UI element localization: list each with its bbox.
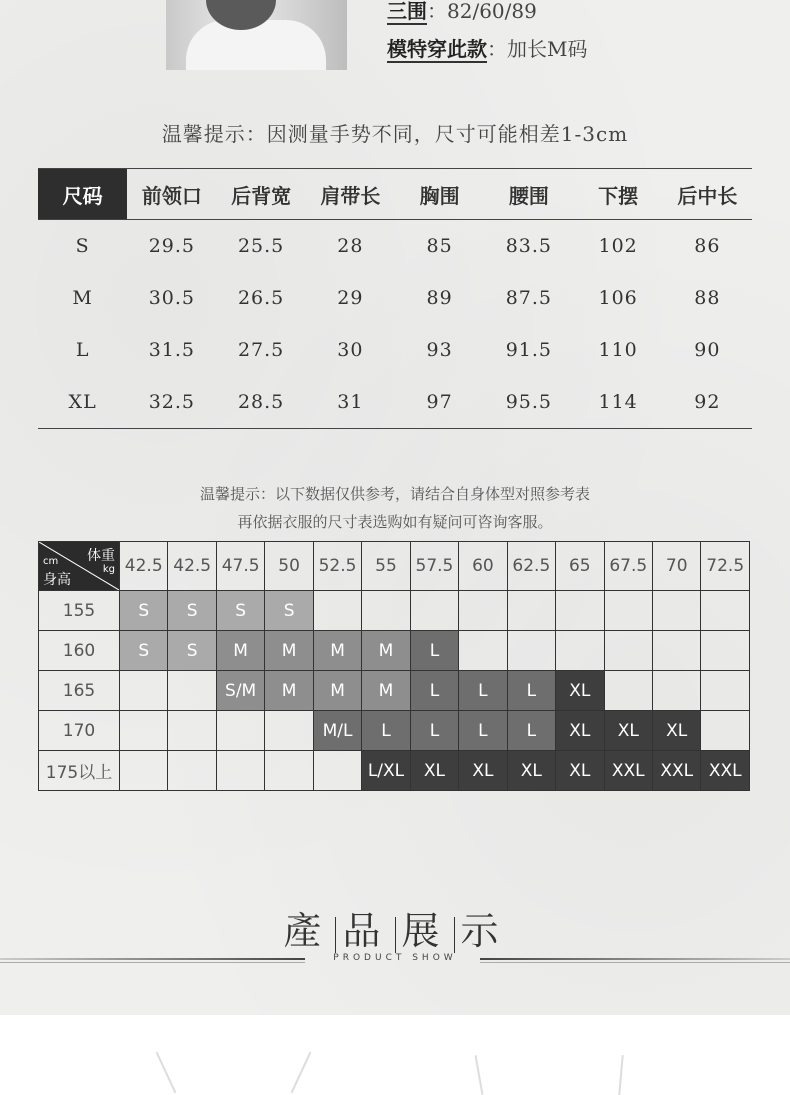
garment-strap xyxy=(156,1052,177,1094)
grid-cell: XL xyxy=(507,751,555,791)
table-cell: 102 xyxy=(598,235,638,257)
grid-cell xyxy=(652,591,700,631)
table-cell: 27.5 xyxy=(237,339,285,361)
height-label: 155 xyxy=(39,591,120,631)
grid-row xyxy=(39,631,750,671)
section-char: 產 xyxy=(283,909,330,953)
table-cell: 106 xyxy=(598,287,638,309)
weight-header: 72.5 xyxy=(701,542,750,591)
size-label: L xyxy=(75,339,90,361)
section-char: 展 xyxy=(401,909,448,953)
grid-cell xyxy=(604,671,652,711)
grid-cell xyxy=(556,631,604,671)
grid-cell: L xyxy=(410,671,458,711)
grid-cell: M xyxy=(313,671,361,711)
grid-cell: S xyxy=(216,591,264,631)
column-header: 后背宽 xyxy=(217,169,306,220)
grid-cell: L xyxy=(507,711,555,751)
grid-cell: L xyxy=(362,711,410,751)
grid-cell: XL xyxy=(556,671,604,711)
weight-header: 42.5 xyxy=(120,542,168,591)
grid-cell xyxy=(168,751,216,791)
table-row xyxy=(38,376,752,429)
table-row xyxy=(38,220,752,273)
grid-cell: M xyxy=(265,631,313,671)
grid-cell xyxy=(556,591,604,631)
model-wearing: 模特穿此款：加长M码 xyxy=(387,37,588,61)
grid-cell: M xyxy=(362,671,410,711)
grid-cell: XXL xyxy=(604,751,652,791)
grid-cell: S xyxy=(168,591,216,631)
grid-cell: M xyxy=(216,631,264,671)
grid-cell xyxy=(313,591,361,631)
grid-header-row xyxy=(39,542,750,591)
grid-cell: L xyxy=(410,711,458,751)
height-label: 175以上 xyxy=(39,751,120,791)
corner-weight: 体重 xyxy=(87,548,115,564)
grid-cell: S/M xyxy=(216,671,264,711)
table-cell: 86 xyxy=(694,235,721,257)
garment-strap xyxy=(475,1055,484,1095)
model-measurements: 三围：82/60/89 xyxy=(387,0,537,23)
grid-cell xyxy=(701,711,750,751)
table-cell: 88 xyxy=(694,287,721,309)
grid-cell xyxy=(507,631,555,671)
grid-cell xyxy=(216,751,264,791)
grid-cell: XL xyxy=(410,751,458,791)
weight-header: 52.5 xyxy=(313,542,361,591)
grid-cell xyxy=(652,671,700,711)
table-cell: 29 xyxy=(337,287,364,309)
weight-header: 62.5 xyxy=(507,542,555,591)
section-title xyxy=(0,900,790,955)
grid-cell xyxy=(701,631,750,671)
table-row xyxy=(38,272,752,324)
grid-cell: S xyxy=(168,631,216,671)
column-header: 胸围 xyxy=(395,169,484,220)
weight-header: 70 xyxy=(652,542,700,591)
wearing-value: 加长M码 xyxy=(507,37,588,61)
grid-row xyxy=(39,751,750,791)
table-cell: 31 xyxy=(306,376,395,429)
table-cell: 29.5 xyxy=(148,235,196,257)
grid-cell: XXL xyxy=(701,751,750,791)
grid-cell: S xyxy=(265,591,313,631)
reference-tip-line2: 再依据衣服的尺寸表选购如有疑问可咨询客服。 xyxy=(237,513,553,531)
column-header: 腰围 xyxy=(484,169,573,220)
height-label: 160 xyxy=(39,631,120,671)
grid-cell xyxy=(265,711,313,751)
size-column-header: 尺码 xyxy=(38,169,127,220)
grid-cell xyxy=(604,591,652,631)
grid-cell: XL xyxy=(556,751,604,791)
table-cell: 30 xyxy=(337,339,364,361)
weight-header: 42.5 xyxy=(168,542,216,591)
wearing-label: 模特穿此款 xyxy=(387,37,487,61)
table-cell: 26.5 xyxy=(237,287,285,309)
grid-cell: L/XL xyxy=(362,751,410,791)
table-cell: 91.5 xyxy=(505,339,553,361)
size-table xyxy=(38,168,752,429)
grid-cell xyxy=(120,751,168,791)
size-label: XL xyxy=(38,376,127,429)
grid-cell: L xyxy=(459,711,507,751)
table-cell: 31.5 xyxy=(148,339,196,361)
table-cell: 89 xyxy=(426,287,453,309)
table-cell: 28.5 xyxy=(217,376,306,429)
grid-cell: S xyxy=(120,631,168,671)
weight-header: 50 xyxy=(265,542,313,591)
grid-cell: L xyxy=(410,631,458,671)
corner-height-unit: cm xyxy=(43,556,59,567)
grid-cell: XXL xyxy=(652,751,700,791)
grid-cell xyxy=(652,631,700,671)
size-recommendation-grid xyxy=(38,541,750,791)
table-cell: 83.5 xyxy=(505,235,553,257)
column-header: 后中长 xyxy=(663,169,752,220)
section-subtitle: PRODUCT SHOW xyxy=(333,953,457,963)
weight-header: 65 xyxy=(556,542,604,591)
grid-cell xyxy=(701,591,750,631)
corner-height: 身高 xyxy=(43,572,71,588)
grid-cell: M/L xyxy=(313,711,361,751)
corner-weight-unit: kg xyxy=(102,564,115,575)
grid-cell: M xyxy=(362,631,410,671)
size-label: S xyxy=(75,235,90,257)
grid-cell xyxy=(265,751,313,791)
weight-header: 55 xyxy=(362,542,410,591)
grid-cell xyxy=(604,631,652,671)
grid-corner xyxy=(39,542,120,591)
table-cell: 93 xyxy=(426,339,453,361)
grid-cell xyxy=(168,711,216,751)
table-cell: 30.5 xyxy=(148,287,196,309)
grid-cell xyxy=(459,631,507,671)
height-label: 170 xyxy=(39,711,120,751)
grid-cell: XL xyxy=(652,711,700,751)
grid-cell xyxy=(313,751,361,791)
grid-cell xyxy=(216,711,264,751)
grid-cell xyxy=(507,591,555,631)
grid-cell: M xyxy=(265,671,313,711)
height-label: 165 xyxy=(39,671,120,711)
weight-header: 67.5 xyxy=(604,542,652,591)
weight-header: 57.5 xyxy=(410,542,458,591)
reference-tip-line1: 温馨提示：以下数据仅供参考，请结合自身体型对照参考表 xyxy=(199,485,590,503)
model-photo xyxy=(166,0,347,70)
grid-cell: XL xyxy=(459,751,507,791)
measure-label: 三围 xyxy=(387,0,427,23)
product-image-area xyxy=(0,1015,790,1095)
table-cell: 25.5 xyxy=(237,235,285,257)
garment-strap xyxy=(291,1052,312,1094)
table-cell: 92 xyxy=(663,376,752,429)
column-header: 肩带长 xyxy=(306,169,395,220)
measure-value: 82/60/89 xyxy=(447,0,537,23)
grid-cell xyxy=(168,671,216,711)
grid-cell: XL xyxy=(604,711,652,751)
grid-cell xyxy=(459,591,507,631)
grid-cell: XL xyxy=(556,711,604,751)
grid-cell: L xyxy=(507,671,555,711)
column-header: 前领口 xyxy=(127,169,216,220)
grid-row xyxy=(39,711,750,751)
column-header: 下摆 xyxy=(574,169,663,220)
measurement-tip: 温馨提示：因测量手势不同，尺寸可能相差1-3cm xyxy=(161,122,629,146)
size-label: M xyxy=(72,287,93,309)
grid-cell xyxy=(120,711,168,751)
grid-cell xyxy=(362,591,410,631)
grid-row xyxy=(39,591,750,631)
grid-cell xyxy=(410,591,458,631)
grid-cell: M xyxy=(313,631,361,671)
section-char: 示 xyxy=(460,909,507,953)
grid-cell xyxy=(701,671,750,711)
table-cell: 114 xyxy=(574,376,663,429)
table-cell: 87.5 xyxy=(505,287,553,309)
table-cell: 97 xyxy=(395,376,484,429)
table-cell: 90 xyxy=(694,339,721,361)
table-cell: 110 xyxy=(598,339,638,361)
table-cell: 85 xyxy=(426,235,453,257)
weight-header: 47.5 xyxy=(216,542,264,591)
grid-cell: S xyxy=(120,591,168,631)
table-row xyxy=(38,324,752,376)
garment-strap xyxy=(618,1055,623,1095)
table-cell: 95.5 xyxy=(484,376,573,429)
grid-row xyxy=(39,671,750,711)
section-char: 品 xyxy=(342,909,389,953)
weight-header: 60 xyxy=(459,542,507,591)
table-cell: 28 xyxy=(337,235,364,257)
grid-cell: L xyxy=(459,671,507,711)
grid-cell xyxy=(120,671,168,711)
table-cell: 32.5 xyxy=(127,376,216,429)
reference-tip xyxy=(0,480,790,536)
